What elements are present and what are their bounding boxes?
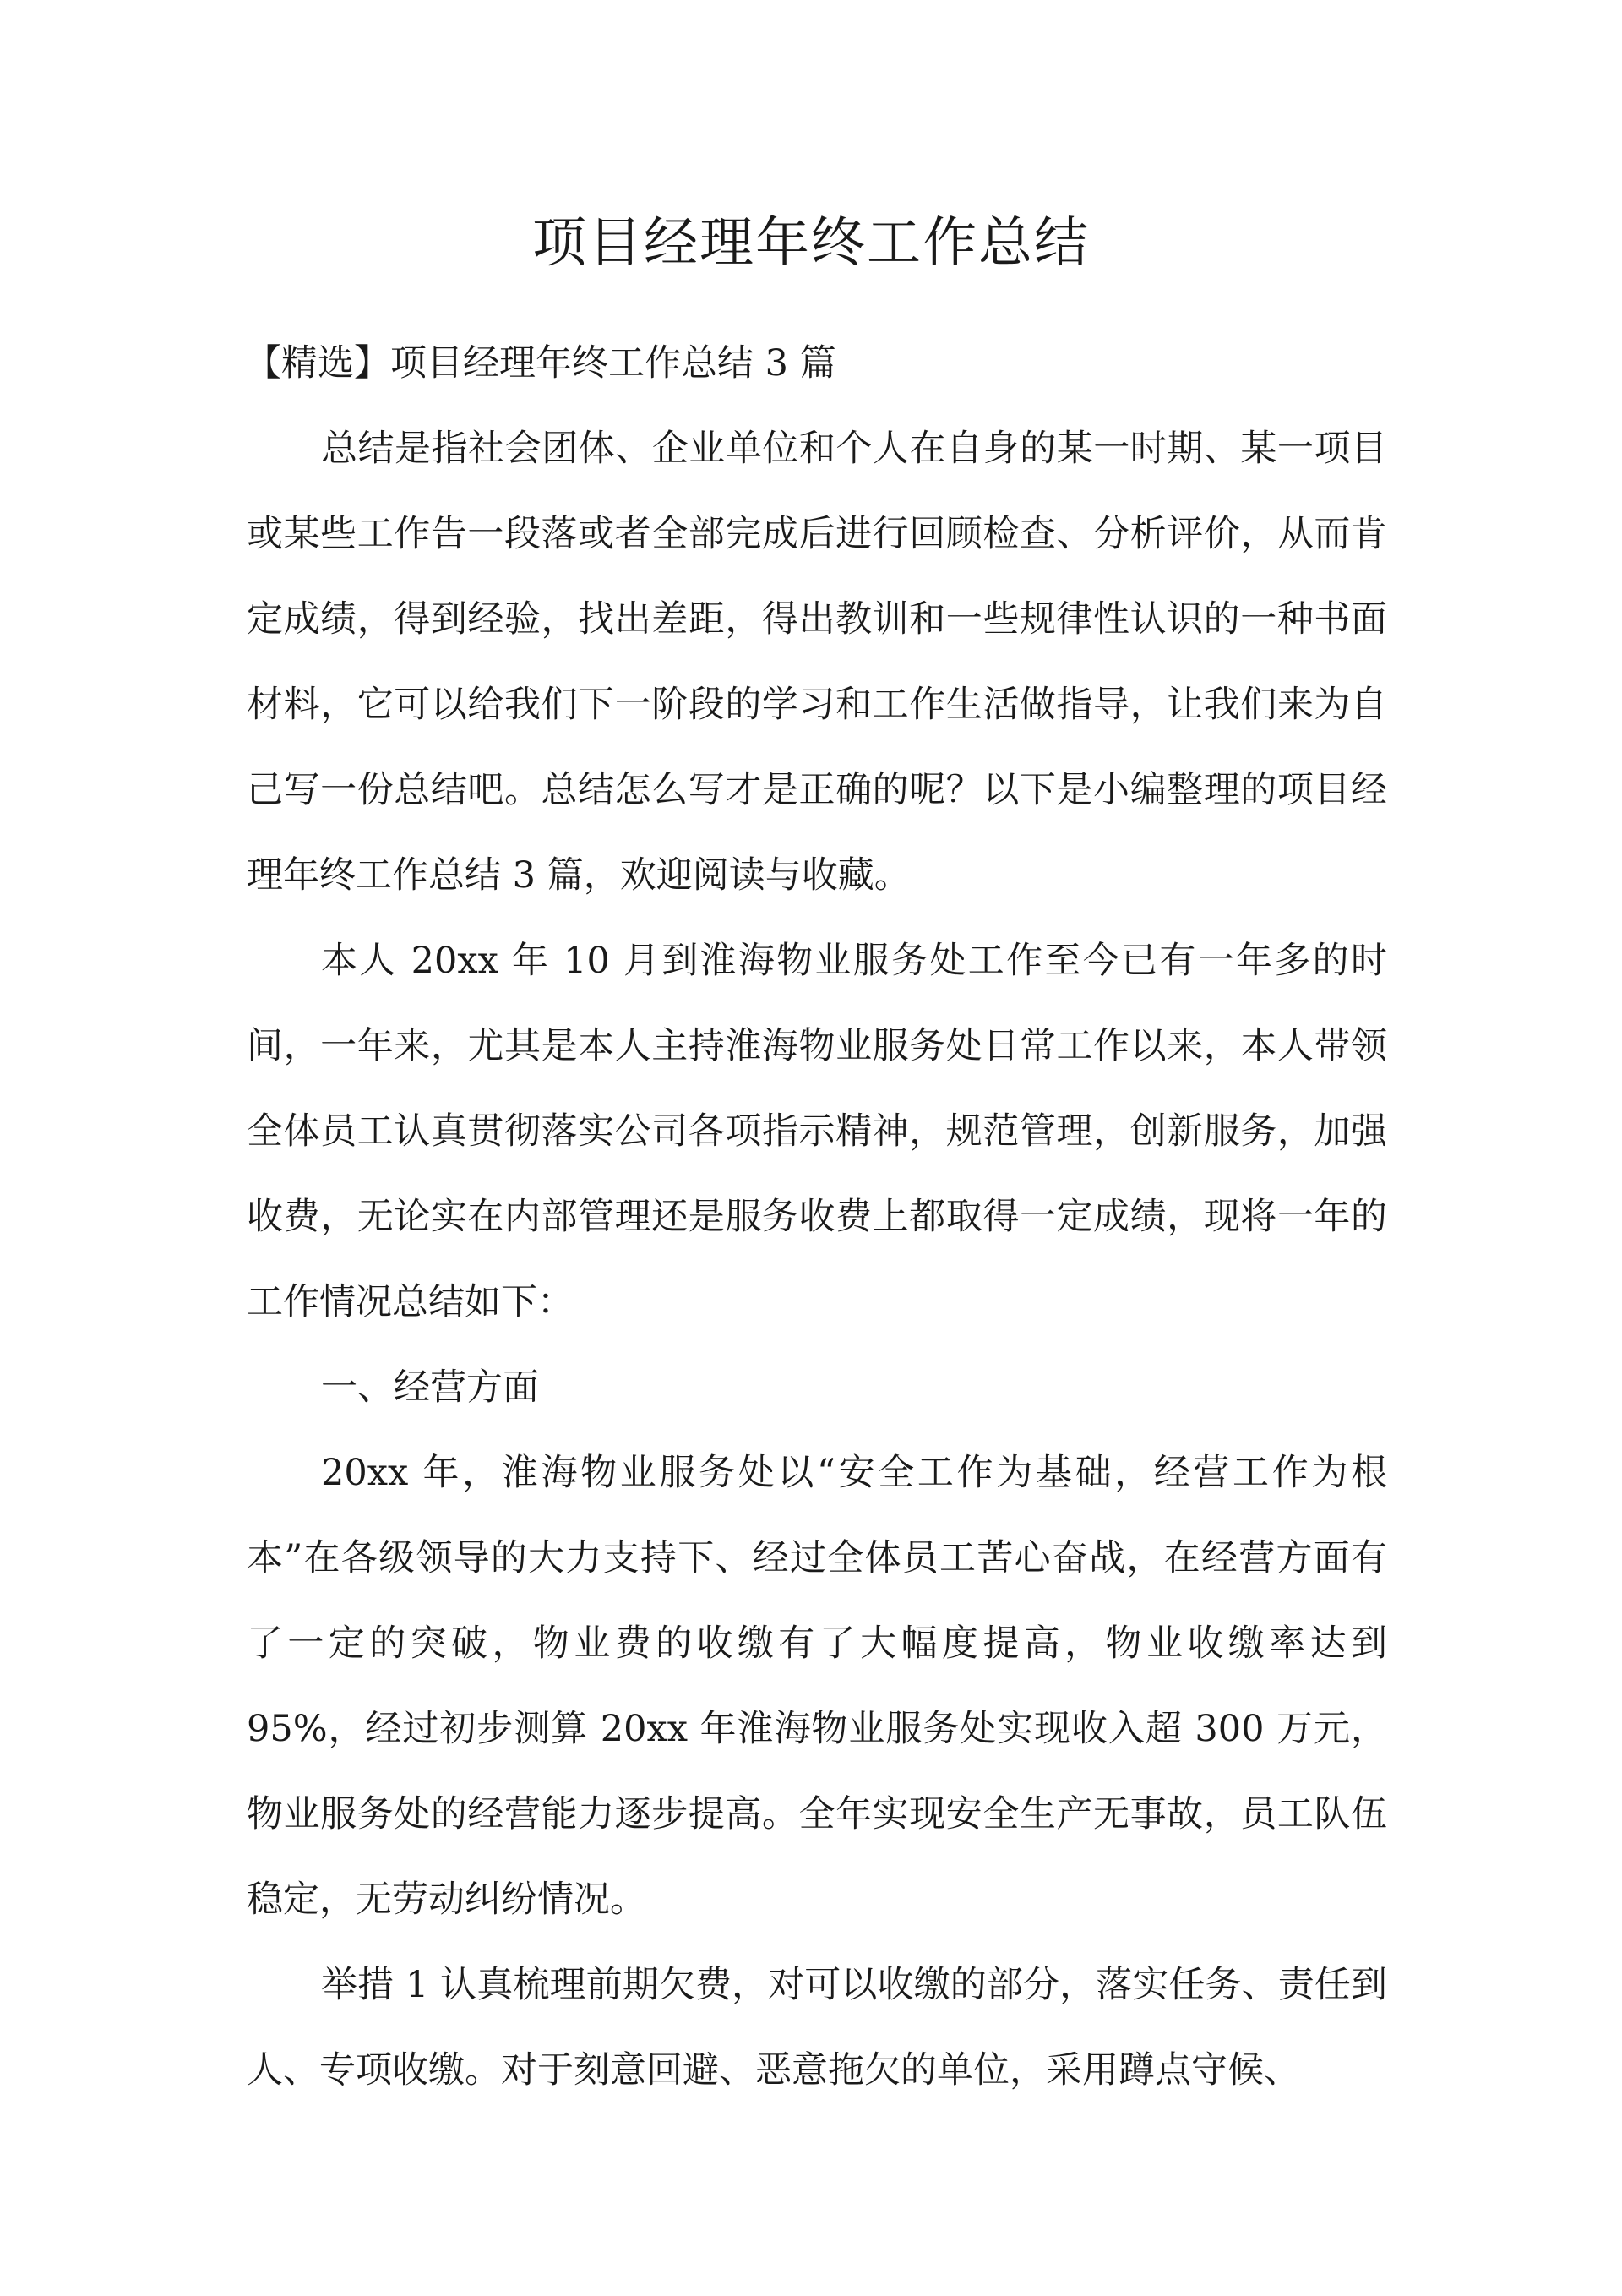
paragraph-intro: 总结是指社会团体、企业单位和个人在自身的某一时期、某一项目或某些工作告一段落或者全部完成后进行回顾检查、分析评价，从而肯定成绩，得到经验，找出差距，得出教训和一些规律性认识的一种书面材料，它可以给我们下一阶段的学习和工作生活做指导，让我们来为自己写一份总结吧。总结怎么写才是正确的呢？以下是小编整理的项目经理年终工作总结 3 篇，欢迎阅读与收藏。	[247, 428, 1387, 897]
document-subtitle: 【精选】项目经理年终工作总结 3 篇	[245, 342, 836, 384]
document-title: 项目经理年终工作总结	[532, 212, 1090, 275]
section-heading-operations: 一、经营方面	[321, 1366, 539, 1409]
paragraph-overview: 本人 20xx 年 10 月到淮海物业服务处工作至今已有一年多的时间，一年来，尤其是本人主持淮海物业服务处日常工作以来，本人带领全体员工认真贯彻落实公司各项指示精神，规范管理，创新服务，加强收费，无论实在内部管理还是服务收费上都取得一定成绩，现将一年的工作情况总结如下：	[247, 940, 1387, 1323]
paragraph-operations: 20xx 年，淮海物业服务处以“安全工作为基础，经营工作为根本”在各级领导的大力支持下、经过全体员工苦心奋战，在经营方面有了一定的突破，物业费的收缴有了大幅度提高，物业收缴率达到 95%，经过初步测算 20xx 年淮海物业服务处实现收入超 300 万元，物业服务处的经营能力逐步提高。全年实现安全生产无事故，员工队伍稳定，无劳动纠纷情况。	[247, 1452, 1387, 1921]
document-body	[247, 321, 1387, 2113]
paragraph-measure-1: 举措 1 认真梳理前期欠费，对可以收缴的部分，落实任务、责任到人、专项收缴。对于刻意回避、恶意拖欠的单位，采用蹲点守候、	[247, 1964, 1387, 2091]
